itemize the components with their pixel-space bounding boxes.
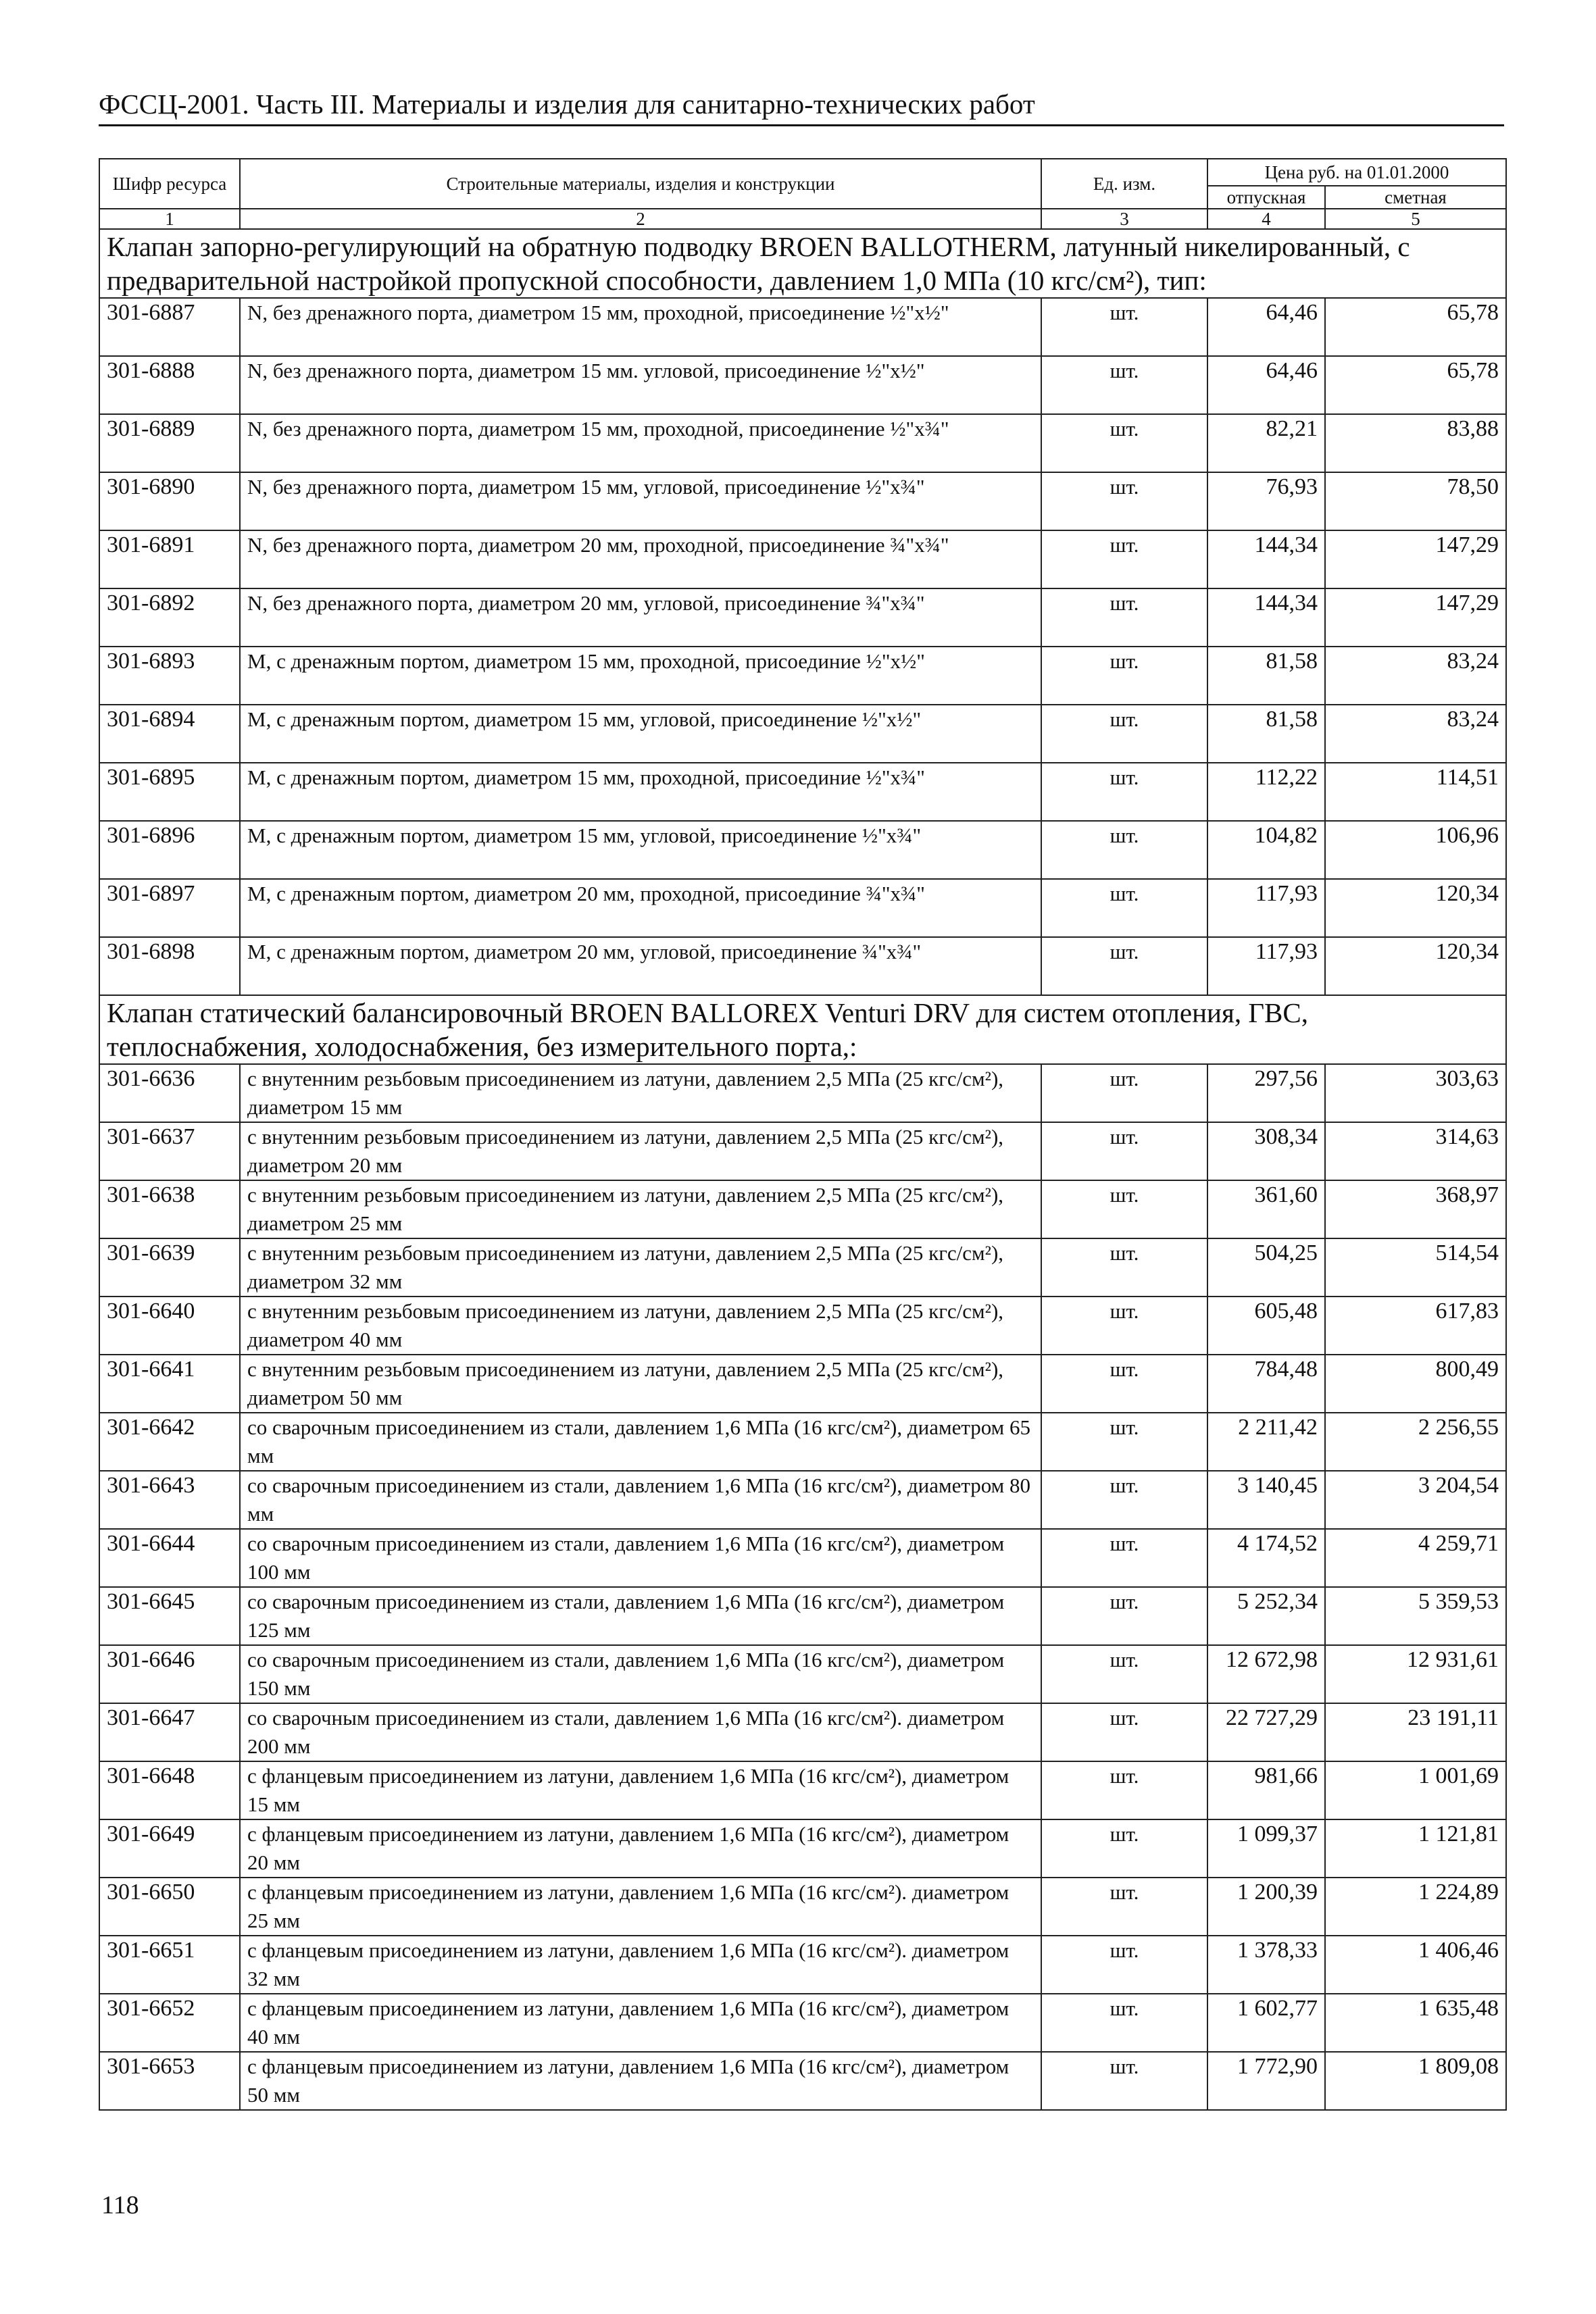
resource-code-cell: 301-6646: [99, 1645, 240, 1703]
table-row: [99, 1703, 1506, 1761]
table-row: [99, 530, 1506, 588]
estimate-price-cell: 83,24: [1325, 705, 1506, 763]
table-row: [99, 472, 1506, 530]
resource-code-cell: 301-6637: [99, 1122, 240, 1180]
unit-cell: шт.: [1041, 1122, 1207, 1180]
item-description-cell: M, с дренажным портом, диаметром 15 мм, проходной, присоединие ½"х¾": [240, 763, 1041, 821]
table-header: [99, 159, 1506, 229]
estimate-price-cell: 1 224,89: [1325, 1878, 1506, 1936]
table-row: [99, 356, 1506, 414]
group-header-row: [99, 229, 1506, 298]
estimate-price-cell: 23 191,11: [1325, 1703, 1506, 1761]
estimate-price-cell: 3 204,54: [1325, 1471, 1506, 1529]
estimate-price-cell: 514,54: [1325, 1238, 1506, 1297]
resource-code-cell: 301-6887: [99, 298, 240, 356]
resource-code-cell: 301-6889: [99, 414, 240, 472]
table-row: [99, 1355, 1506, 1413]
unit-cell: шт.: [1041, 879, 1207, 937]
header-price-release: отпускная: [1207, 186, 1325, 209]
resource-code-cell: 301-6649: [99, 1819, 240, 1878]
release-price-cell: 112,22: [1207, 763, 1325, 821]
item-description-cell: с внутенним резьбовым присоединением из латуни, давлением 2,5 МПа (25 кгс/см²), диаметром 50 мм: [240, 1355, 1041, 1413]
estimate-price-cell: 5 359,53: [1325, 1587, 1506, 1645]
item-description-cell: с фланцевым присоединением из латуни, давлением 1,6 МПа (16 кгс/см²), диаметром 20 мм: [240, 1819, 1041, 1878]
resource-code-cell: 301-6644: [99, 1529, 240, 1587]
group-title: Клапан запорно-регулирующий на обратную подводку BROEN BALLOTHERM, латунный никелированный, с предварительной настройкой пропускной способности, давлением 1,0 МПа (10 кгс/см²), тип:: [99, 229, 1506, 298]
estimate-price-cell: 120,34: [1325, 879, 1506, 937]
column-number: 5: [1325, 209, 1506, 229]
unit-cell: шт.: [1041, 1064, 1207, 1122]
estimate-price-cell: 1 121,81: [1325, 1819, 1506, 1878]
resource-code-cell: 301-6898: [99, 937, 240, 995]
release-price-cell: 117,93: [1207, 879, 1325, 937]
item-description-cell: M, с дренажным портом, диаметром 15 мм, угловой, присоединение ½"х½": [240, 705, 1041, 763]
release-price-cell: 504,25: [1207, 1238, 1325, 1297]
unit-cell: шт.: [1041, 1645, 1207, 1703]
unit-cell: шт.: [1041, 1587, 1207, 1645]
estimate-price-cell: 83,24: [1325, 647, 1506, 705]
column-number: 1: [99, 209, 240, 229]
estimate-price-cell: 800,49: [1325, 1355, 1506, 1413]
release-price-cell: 308,34: [1207, 1122, 1325, 1180]
item-description-cell: со сварочным присоединением из стали, давлением 1,6 МПа (16 кгс/см²), диаметром 125 мм: [240, 1587, 1041, 1645]
item-description-cell: со сварочным присоединением из стали, давлением 1,6 МПа (16 кгс/см²). диаметром 200 мм: [240, 1703, 1041, 1761]
table-row: [99, 1064, 1506, 1122]
column-number: 3: [1041, 209, 1207, 229]
resource-code-cell: 301-6891: [99, 530, 240, 588]
resource-code-cell: 301-6892: [99, 588, 240, 647]
item-description-cell: с внутенним резьбовым присоединением из латуни, давлением 2,5 МПа (25 кгс/см²), диаметром 15 мм: [240, 1064, 1041, 1122]
resource-code-cell: 301-6640: [99, 1297, 240, 1355]
table-row: [99, 1413, 1506, 1471]
table-row: [99, 1471, 1506, 1529]
table-row: [99, 647, 1506, 705]
unit-cell: шт.: [1041, 647, 1207, 705]
estimate-price-cell: 147,29: [1325, 588, 1506, 647]
item-description-cell: N, без дренажного порта, диаметром 15 мм, проходной, присоединение ½"х¾": [240, 414, 1041, 472]
unit-cell: шт.: [1041, 1936, 1207, 1994]
estimate-price-cell: 303,63: [1325, 1064, 1506, 1122]
unit-cell: шт.: [1041, 298, 1207, 356]
release-price-cell: 297,56: [1207, 1064, 1325, 1122]
unit-cell: шт.: [1041, 1819, 1207, 1878]
item-description-cell: N, без дренажного порта, диаметром 15 мм, угловой, присоединение ½"х¾": [240, 472, 1041, 530]
item-description-cell: с фланцевым присоединением из латуни, давлением 1,6 МПа (16 кгс/см²), диаметром 40 мм: [240, 1994, 1041, 2052]
resource-code-cell: 301-6888: [99, 356, 240, 414]
release-price-cell: 144,34: [1207, 588, 1325, 647]
resource-code-cell: 301-6639: [99, 1238, 240, 1297]
estimate-price-cell: 65,78: [1325, 298, 1506, 356]
item-description-cell: с внутенним резьбовым присоединением из латуни, давлением 2,5 МПа (25 кгс/см²), диаметром 32 мм: [240, 1238, 1041, 1297]
unit-cell: шт.: [1041, 356, 1207, 414]
estimate-price-cell: 1 001,69: [1325, 1761, 1506, 1819]
resource-code-cell: 301-6648: [99, 1761, 240, 1819]
item-description-cell: с фланцевым присоединением из латуни, давлением 1,6 МПа (16 кгс/см²), диаметром 15 мм: [240, 1761, 1041, 1819]
header-unit: Ед. изм.: [1041, 159, 1207, 209]
item-description-cell: с внутенним резьбовым присоединением из латуни, давлением 2,5 МПа (25 кгс/см²), диаметром 20 мм: [240, 1122, 1041, 1180]
unit-cell: шт.: [1041, 1761, 1207, 1819]
unit-cell: шт.: [1041, 1471, 1207, 1529]
release-price-cell: 3 140,45: [1207, 1471, 1325, 1529]
table-row: [99, 1761, 1506, 1819]
estimate-price-cell: 2 256,55: [1325, 1413, 1506, 1471]
resource-code-cell: 301-6641: [99, 1355, 240, 1413]
unit-cell: шт.: [1041, 1878, 1207, 1936]
estimate-price-cell: 1 635,48: [1325, 1994, 1506, 2052]
group-title: Клапан статический балансировочный BROEN BALLOREX Venturi DRV для систем отопления, ГВС, теплоснабжения, холодоснабжения, без измерительного порта,:: [99, 995, 1506, 1064]
item-description-cell: с фланцевым присоединением из латуни, давлением 1,6 МПа (16 кгс/см²). диаметром 25 мм: [240, 1878, 1041, 1936]
release-price-cell: 1 378,33: [1207, 1936, 1325, 1994]
release-price-cell: 82,21: [1207, 414, 1325, 472]
unit-cell: шт.: [1041, 1180, 1207, 1238]
unit-cell: шт.: [1041, 472, 1207, 530]
release-price-cell: 12 672,98: [1207, 1645, 1325, 1703]
resource-code-cell: 301-6894: [99, 705, 240, 763]
header-name: Строительные материалы, изделия и конструкции: [240, 159, 1041, 209]
unit-cell: шт.: [1041, 763, 1207, 821]
estimate-price-cell: 12 931,61: [1325, 1645, 1506, 1703]
group-header-row: [99, 995, 1506, 1064]
item-description-cell: N, без дренажного порта, диаметром 15 мм, проходной, присоединение ½"х½": [240, 298, 1041, 356]
release-price-cell: 361,60: [1207, 1180, 1325, 1238]
table-row: [99, 298, 1506, 356]
unit-cell: шт.: [1041, 821, 1207, 879]
estimate-price-cell: 120,34: [1325, 937, 1506, 995]
release-price-cell: 4 174,52: [1207, 1529, 1325, 1587]
page-number: 118: [101, 2191, 139, 2219]
release-price-cell: 1 772,90: [1207, 2052, 1325, 2110]
table-row: [99, 1297, 1506, 1355]
release-price-cell: 981,66: [1207, 1761, 1325, 1819]
unit-cell: шт.: [1041, 937, 1207, 995]
resource-code-cell: 301-6651: [99, 1936, 240, 1994]
table-row: [99, 1645, 1506, 1703]
item-description-cell: со сварочным присоединением из стали, давлением 1,6 МПа (16 кгс/см²), диаметром 100 мм: [240, 1529, 1041, 1587]
unit-cell: шт.: [1041, 705, 1207, 763]
table-row: [99, 763, 1506, 821]
column-number: 4: [1207, 209, 1325, 229]
table-body: [99, 229, 1506, 2110]
table-row: [99, 1878, 1506, 1936]
resource-code-cell: 301-6650: [99, 1878, 240, 1936]
estimate-price-cell: 1 406,46: [1325, 1936, 1506, 1994]
table-row: [99, 821, 1506, 879]
resource-code-cell: 301-6642: [99, 1413, 240, 1471]
table-row: [99, 705, 1506, 763]
unit-cell: шт.: [1041, 1994, 1207, 2052]
estimate-price-cell: 106,96: [1325, 821, 1506, 879]
item-description-cell: со сварочным присоединением из стали, давлением 1,6 МПа (16 кгс/см²), диаметром 65 мм: [240, 1413, 1041, 1471]
resource-code-cell: 301-6636: [99, 1064, 240, 1122]
estimate-price-cell: 1 809,08: [1325, 2052, 1506, 2110]
header-price-estimate: сметная: [1325, 186, 1506, 209]
release-price-cell: 1 200,39: [1207, 1878, 1325, 1936]
release-price-cell: 117,93: [1207, 937, 1325, 995]
release-price-cell: 2 211,42: [1207, 1413, 1325, 1471]
release-price-cell: 104,82: [1207, 821, 1325, 879]
estimate-price-cell: 4 259,71: [1325, 1529, 1506, 1587]
table-row: [99, 1994, 1506, 2052]
running-head: ФССЦ-2001. Часть III. Материалы и изделия для санитарно-технических работ: [99, 86, 1504, 126]
resource-code-cell: 301-6896: [99, 821, 240, 879]
table-row: [99, 414, 1506, 472]
release-price-cell: 81,58: [1207, 705, 1325, 763]
release-price-cell: 76,93: [1207, 472, 1325, 530]
release-price-cell: 5 252,34: [1207, 1587, 1325, 1645]
table-row: [99, 1819, 1506, 1878]
resource-code-cell: 301-6890: [99, 472, 240, 530]
column-number: 2: [240, 209, 1041, 229]
unit-cell: шт.: [1041, 588, 1207, 647]
unit-cell: шт.: [1041, 1703, 1207, 1761]
unit-cell: шт.: [1041, 2052, 1207, 2110]
resource-code-cell: 301-6895: [99, 763, 240, 821]
release-price-cell: 1 602,77: [1207, 1994, 1325, 2052]
table-row: [99, 879, 1506, 937]
item-description-cell: M, с дренажным портом, диаметром 20 мм, проходной, присоединие ¾"х¾": [240, 879, 1041, 937]
unit-cell: шт.: [1041, 414, 1207, 472]
unit-cell: шт.: [1041, 1297, 1207, 1355]
unit-cell: шт.: [1041, 1238, 1207, 1297]
release-price-cell: 144,34: [1207, 530, 1325, 588]
estimate-price-cell: 78,50: [1325, 472, 1506, 530]
release-price-cell: 64,46: [1207, 298, 1325, 356]
item-description-cell: N, без дренажного порта, диаметром 15 мм. угловой, присоединение ½"х½": [240, 356, 1041, 414]
header-code: Шифр ресурса: [99, 159, 240, 209]
estimate-price-cell: 114,51: [1325, 763, 1506, 821]
price-table: [99, 158, 1507, 2111]
item-description-cell: M, с дренажным портом, диаметром 20 мм, угловой, присоединение ¾"х¾": [240, 937, 1041, 995]
resource-code-cell: 301-6653: [99, 2052, 240, 2110]
estimate-price-cell: 147,29: [1325, 530, 1506, 588]
table-row: [99, 1122, 1506, 1180]
resource-code-cell: 301-6897: [99, 879, 240, 937]
item-description-cell: с внутенним резьбовым присоединением из латуни, давлением 2,5 МПа (25 кгс/см²), диаметром 40 мм: [240, 1297, 1041, 1355]
item-description-cell: с фланцевым присоединением из латуни, давлением 1,6 МПа (16 кгс/см²). диаметром 32 мм: [240, 1936, 1041, 1994]
table-row: [99, 1180, 1506, 1238]
header-price-group: Цена руб. на 01.01.2000: [1207, 159, 1506, 186]
release-price-cell: 81,58: [1207, 647, 1325, 705]
table-row: [99, 1587, 1506, 1645]
estimate-price-cell: 314,63: [1325, 1122, 1506, 1180]
release-price-cell: 22 727,29: [1207, 1703, 1325, 1761]
table-row: [99, 1529, 1506, 1587]
unit-cell: шт.: [1041, 1413, 1207, 1471]
item-description-cell: M, с дренажным портом, диаметром 15 мм, проходной, присоединие ½"х½": [240, 647, 1041, 705]
estimate-price-cell: 65,78: [1325, 356, 1506, 414]
release-price-cell: 64,46: [1207, 356, 1325, 414]
item-description-cell: с внутенним резьбовым присоединением из латуни, давлением 2,5 МПа (25 кгс/см²), диаметром 25 мм: [240, 1180, 1041, 1238]
resource-code-cell: 301-6647: [99, 1703, 240, 1761]
unit-cell: шт.: [1041, 530, 1207, 588]
resource-code-cell: 301-6645: [99, 1587, 240, 1645]
table-row: [99, 937, 1506, 995]
release-price-cell: 784,48: [1207, 1355, 1325, 1413]
table-row: [99, 1238, 1506, 1297]
estimate-price-cell: 368,97: [1325, 1180, 1506, 1238]
unit-cell: шт.: [1041, 1355, 1207, 1413]
table-row: [99, 1936, 1506, 1994]
table-row: [99, 2052, 1506, 2110]
item-description-cell: со сварочным присоединением из стали, давлением 1,6 МПа (16 кгс/см²), диаметром 150 мм: [240, 1645, 1041, 1703]
item-description-cell: с фланцевым присоединением из латуни, давлением 1,6 МПа (16 кгс/см²), диаметром 50 мм: [240, 2052, 1041, 2110]
release-price-cell: 1 099,37: [1207, 1819, 1325, 1878]
item-description-cell: N, без дренажного порта, диаметром 20 мм, угловой, присоединение ¾"х¾": [240, 588, 1041, 647]
item-description-cell: N, без дренажного порта, диаметром 20 мм, проходной, присоединение ¾"х¾": [240, 530, 1041, 588]
item-description-cell: со сварочным присоединением из стали, давлением 1,6 МПа (16 кгс/см²), диаметром 80 мм: [240, 1471, 1041, 1529]
item-description-cell: M, с дренажным портом, диаметром 15 мм, угловой, присоединение ½"х¾": [240, 821, 1041, 879]
resource-code-cell: 301-6643: [99, 1471, 240, 1529]
release-price-cell: 605,48: [1207, 1297, 1325, 1355]
resource-code-cell: 301-6893: [99, 647, 240, 705]
estimate-price-cell: 617,83: [1325, 1297, 1506, 1355]
resource-code-cell: 301-6652: [99, 1994, 240, 2052]
resource-code-cell: 301-6638: [99, 1180, 240, 1238]
table-row: [99, 588, 1506, 647]
estimate-price-cell: 83,88: [1325, 414, 1506, 472]
unit-cell: шт.: [1041, 1529, 1207, 1587]
